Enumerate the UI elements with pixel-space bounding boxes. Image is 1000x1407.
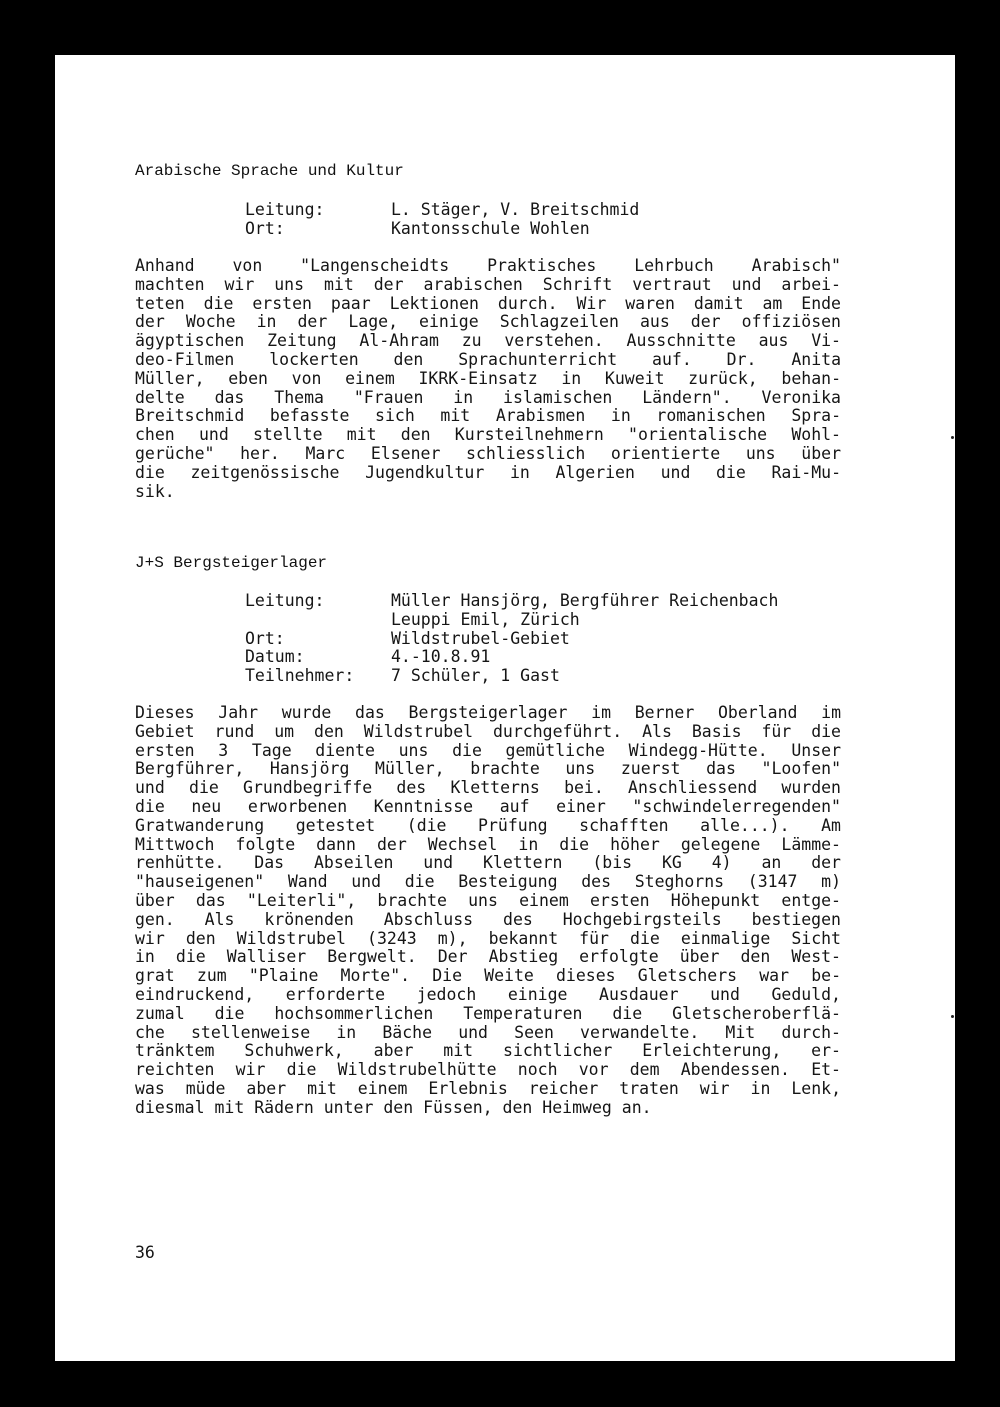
scan-speck bbox=[951, 436, 954, 439]
body-line: reichten wir die Wildstrubelhütte noch vor dem Abendessen. Et- bbox=[135, 1061, 841, 1080]
meta-row bbox=[245, 648, 778, 667]
body-line: Gratwanderung getestet (die Prüfung schafften alle...). Am bbox=[135, 816, 841, 835]
meta-value: Müller Hansjörg, Bergführer Reichenbach bbox=[391, 591, 779, 610]
body-line: der Woche in der Lage, einige Schlagzeilen aus der offiziösen bbox=[135, 313, 841, 332]
body-line: tränktem Schuhwerk, aber mit sichtlicher Erleichterung, er- bbox=[135, 1042, 841, 1061]
body-line: Gebiet rund um den Wildstrubel durchgeführt. Als Basis für die bbox=[135, 722, 841, 741]
page-number: 36 bbox=[135, 1243, 155, 1262]
meta-value: Kantonsschule Wohlen bbox=[391, 218, 590, 238]
meta-row bbox=[245, 201, 639, 220]
body-line: in die Walliser Bergwelt. Der Abstieg erfolgte über den West- bbox=[135, 948, 841, 967]
body-line: che stellenweise in Bäche und Seen verwandelte. Mit durch- bbox=[135, 1023, 841, 1042]
section-body-arabic bbox=[135, 257, 841, 501]
section-title-bergsteigerlager: J+S Bergsteigerlager bbox=[135, 554, 328, 572]
meta-label: Leitung: bbox=[245, 200, 325, 219]
body-line: was müde aber mit einem Erlebnis reicher traten wir in Lenk, bbox=[135, 1079, 841, 1098]
body-line: ersten 3 Tage diente uns die gemütliche Windegg-Hütte. Unser bbox=[135, 741, 841, 760]
body-line: die zeitgenössische Jugendkultur in Algerien und die Rai-Mu- bbox=[135, 463, 841, 482]
body-line: ägyptischen Zeitung Al-Ahram zu verstehen. Ausschnitte aus Vi- bbox=[135, 332, 841, 351]
document-page bbox=[55, 55, 955, 1361]
body-line: eindruckend, erforderte jedoch einige Ausdauer und Geduld, bbox=[135, 985, 841, 1004]
meta-label: Leitung: bbox=[245, 591, 325, 610]
section-meta-arabic bbox=[245, 201, 639, 239]
body-line: grat zum "Plaine Morte". Die Weite dieses Gletschers war be- bbox=[135, 967, 841, 986]
meta-label bbox=[245, 611, 391, 630]
section-meta-bergsteigerlager bbox=[245, 592, 778, 686]
body-line: Müller, eben von einem IKRK-Einsatz in Kuweit zurück, behan- bbox=[135, 369, 841, 388]
body-line: Anhand von "Langenscheidts Praktisches Lehrbuch Arabisch" bbox=[135, 257, 841, 275]
body-line: sik. bbox=[135, 482, 175, 501]
body-line: "hauseigenen" Wand und die Besteigung des Steghorns (3147 m) bbox=[135, 873, 841, 892]
meta-row bbox=[245, 611, 778, 630]
scan-speck bbox=[951, 1015, 954, 1018]
body-line: gerüche" her. Marc Elsener schliesslich orientierte uns über bbox=[135, 444, 841, 463]
meta-value: Leuppi Emil, Zürich bbox=[391, 609, 580, 629]
meta-row bbox=[245, 220, 639, 239]
meta-label: Ort: bbox=[245, 218, 285, 238]
meta-label: Datum: bbox=[245, 647, 305, 667]
meta-value: 4.-10.8.91 bbox=[391, 647, 491, 667]
body-line: und die Grundbegriffe des Kletterns bei. Anschliessend wurden bbox=[135, 779, 841, 798]
body-line: deo-Filmen lockerten den Sprachunterricht auf. Dr. Anita bbox=[135, 350, 841, 369]
body-line: Bergführer, Hansjörg Müller, brachte uns zuerst das "Loofen" bbox=[135, 760, 841, 779]
section-body-bergsteigerlager bbox=[135, 704, 841, 1118]
meta-row bbox=[245, 630, 778, 649]
meta-value: L. Stäger, V. Breitschmid bbox=[391, 200, 640, 219]
body-line: chen und stellte mit den Kursteilnehmern "orientalische Wohl- bbox=[135, 426, 841, 445]
body-line: Breitschmid befasste sich mit Arabismen in romanischen Spra- bbox=[135, 407, 841, 426]
body-line: zumal die hochsommerlichen Temperaturen die Gletscheroberflä- bbox=[135, 1004, 841, 1023]
meta-row bbox=[245, 667, 778, 686]
meta-value: 7 Schüler, 1 Gast bbox=[391, 666, 560, 686]
meta-row bbox=[245, 592, 778, 611]
body-line: die neu erworbenen Kenntnisse auf einer "schwindelerregenden" bbox=[135, 797, 841, 816]
body-line: Dieses Jahr wurde das Bergsteigerlager im Berner Oberland im bbox=[135, 704, 841, 722]
body-line: machten wir uns mit der arabischen Schrift vertraut und arbei- bbox=[135, 275, 841, 294]
body-line: gen. Als krönenden Abschluss des Hochgebirgsteils bestiegen bbox=[135, 910, 841, 929]
body-line: Mittwoch folgte dann der Wechsel in die höher gelegene Lämme- bbox=[135, 835, 841, 854]
meta-label: Ort: bbox=[245, 628, 285, 648]
meta-label: Teilnehmer: bbox=[245, 666, 355, 686]
body-line: renhütte. Das Abseilen und Klettern (bis KG 4) an der bbox=[135, 854, 841, 873]
body-line: delte das Thema "Frauen in islamischen Ländern". Veronika bbox=[135, 388, 841, 407]
body-line: wir den Wildstrubel (3243 m), bekannt für die einmalige Sicht bbox=[135, 929, 841, 948]
meta-value: Wildstrubel-Gebiet bbox=[391, 628, 570, 648]
section-title-arabic: Arabische Sprache und Kultur bbox=[135, 162, 404, 180]
body-line: diesmal mit Rädern unter den Füssen, den Heimweg an. bbox=[135, 1098, 652, 1117]
body-line: teten die ersten paar Lektionen durch. Wir waren damit am Ende bbox=[135, 294, 841, 313]
body-line: über das "Leiterli", brachte uns einem ersten Höhepunkt entge- bbox=[135, 891, 841, 910]
